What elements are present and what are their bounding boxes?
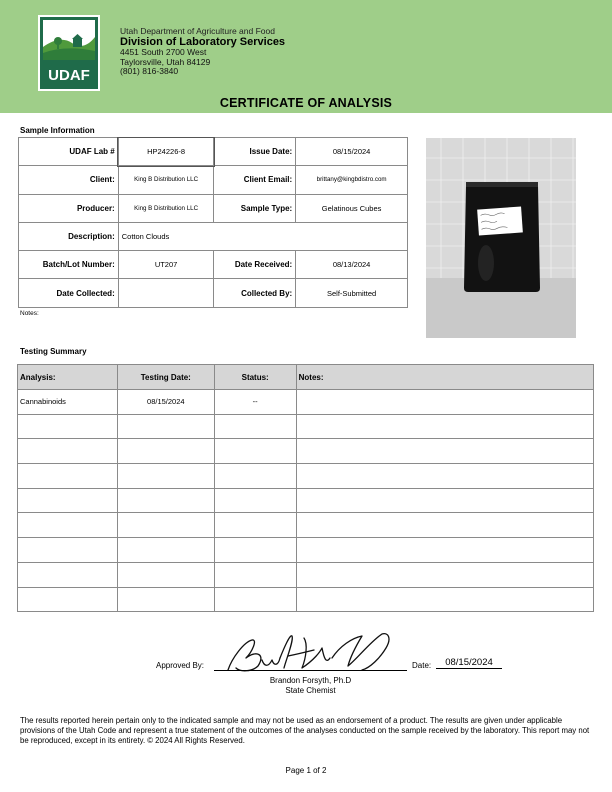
- org-info: [120, 27, 285, 76]
- info-row: [19, 222, 408, 250]
- info-row: [19, 166, 408, 194]
- signature-line: [214, 670, 407, 671]
- address-line-1: 4451 South 2700 West: [120, 47, 207, 58]
- division-name: Division of Laboratory Services: [120, 36, 286, 49]
- table-row: [18, 538, 594, 563]
- testing-date-cell: [117, 587, 214, 612]
- logo-text: UDAF: [48, 67, 90, 84]
- notes-cell: [296, 464, 593, 489]
- analysis-cell: [18, 562, 118, 587]
- signer-block: [214, 676, 407, 697]
- client-value: King B Distribution LLC: [118, 166, 214, 194]
- date-collected-value: [118, 279, 214, 307]
- notes-cell: [296, 513, 593, 538]
- testing-date-cell: [117, 538, 214, 563]
- table-row: [18, 464, 594, 489]
- status-cell: [214, 439, 296, 464]
- col-testing-date: Testing Date:: [117, 365, 214, 390]
- col-status: Status:: [214, 365, 296, 390]
- header-banner: [0, 0, 612, 113]
- testing-date-cell: [117, 513, 214, 538]
- table-row: [18, 414, 594, 439]
- producer-label: Producer:: [19, 194, 119, 222]
- info-row: [19, 279, 408, 307]
- status-cell: [214, 562, 296, 587]
- info-row: [19, 251, 408, 279]
- signer-title: State Chemist: [285, 686, 336, 696]
- analysis-cell: Cannabinoids: [18, 390, 118, 415]
- udaf-logo: [38, 15, 100, 91]
- analysis-cell: [18, 414, 118, 439]
- notes-cell: [296, 562, 593, 587]
- analysis-cell: [18, 464, 118, 489]
- table-row: [18, 587, 594, 612]
- table-row: [18, 390, 594, 415]
- client-email-value: brittany@kingbdistro.com: [296, 166, 408, 194]
- notes-label: Notes:: [20, 310, 39, 317]
- approval-date-value: 08/15/2024: [436, 657, 502, 669]
- date-collected-label: Date Collected:: [19, 279, 119, 307]
- col-analysis: Analysis:: [18, 365, 118, 390]
- status-cell: [214, 488, 296, 513]
- col-notes: Notes:: [296, 365, 593, 390]
- date-received-label: Date Received:: [214, 251, 296, 279]
- signature-image: [222, 628, 402, 681]
- issue-date-label: Issue Date:: [214, 138, 296, 166]
- testing-date-cell: [117, 439, 214, 464]
- status-cell: [214, 587, 296, 612]
- notes-cell: [296, 414, 593, 439]
- status-cell: [214, 538, 296, 563]
- status-cell: [214, 464, 296, 489]
- phone-number: (801) 816-3840: [120, 66, 179, 77]
- sample-info-heading: Sample Information: [20, 126, 95, 135]
- summary-header-row: [18, 365, 594, 390]
- date-received-value: 08/13/2024: [296, 251, 408, 279]
- certificate-title: CERTIFICATE OF ANALYSIS: [219, 96, 393, 110]
- testing-date-cell: 08/15/2024: [117, 390, 214, 415]
- analysis-cell: [18, 513, 118, 538]
- department-name: Utah Department of Agriculture and Food: [120, 26, 275, 36]
- table-row: [18, 439, 594, 464]
- analysis-cell: [18, 587, 118, 612]
- status-cell: [214, 414, 296, 439]
- approved-by-label: Approved By:: [156, 661, 205, 670]
- table-row: [18, 513, 594, 538]
- issue-date-value: 08/15/2024: [296, 138, 408, 166]
- description-value: Cotton Clouds: [118, 222, 407, 250]
- sample-photo: [426, 138, 576, 338]
- lab-number-label: UDAF Lab #: [19, 138, 119, 166]
- analysis-cell: [18, 538, 118, 563]
- status-cell: --: [214, 390, 296, 415]
- analysis-cell: [18, 488, 118, 513]
- producer-value: King B Distribution LLC: [118, 194, 214, 222]
- testing-date-cell: [117, 464, 214, 489]
- sample-type-label: Sample Type:: [214, 194, 296, 222]
- analysis-cell: [18, 439, 118, 464]
- testing-date-cell: [117, 414, 214, 439]
- client-label: Client:: [19, 166, 119, 194]
- address-line-2: Taylorsville, Utah 84129: [120, 56, 211, 67]
- batch-label: Batch/Lot Number:: [19, 251, 119, 279]
- notes-cell: [296, 439, 593, 464]
- collected-by-label: Collected By:: [214, 279, 296, 307]
- approval-date-label: Date:: [412, 661, 432, 670]
- table-row: [18, 562, 594, 587]
- disclaimer-text: The results reported herein pertain only to the indicated sample and may not be used as an endorsement of a product. The results are given under applicable provisions of the Utah Code and represent a true statement of the outcomes of the analyses conducted on the sample received by the laboratory. This report may not be reproduced, except in its entirety. © 2024 All Rights Reserved.: [20, 716, 590, 746]
- testing-summary-heading: Testing Summary: [20, 347, 87, 356]
- testing-date-cell: [117, 488, 214, 513]
- sample-type-value: Gelatinous Cubes: [296, 194, 408, 222]
- description-label: Description:: [19, 222, 119, 250]
- status-cell: [214, 513, 296, 538]
- batch-value: UT207: [118, 251, 214, 279]
- info-row: [19, 138, 408, 166]
- info-row: [19, 194, 408, 222]
- signer-name: Brandon Forsyth, Ph.D: [269, 676, 352, 685]
- sample-info-table: [18, 137, 408, 308]
- collected-by-value: Self-Submitted: [296, 279, 408, 307]
- lab-number-value: HP24226-8: [118, 138, 214, 166]
- page-number: Page 1 of 2: [285, 766, 327, 775]
- testing-date-cell: [117, 562, 214, 587]
- notes-cell: [296, 587, 593, 612]
- table-row: [18, 488, 594, 513]
- notes-cell: [296, 390, 593, 415]
- testing-summary-table: [17, 364, 594, 612]
- notes-cell: [296, 538, 593, 563]
- client-email-label: Client Email:: [214, 166, 296, 194]
- notes-cell: [296, 488, 593, 513]
